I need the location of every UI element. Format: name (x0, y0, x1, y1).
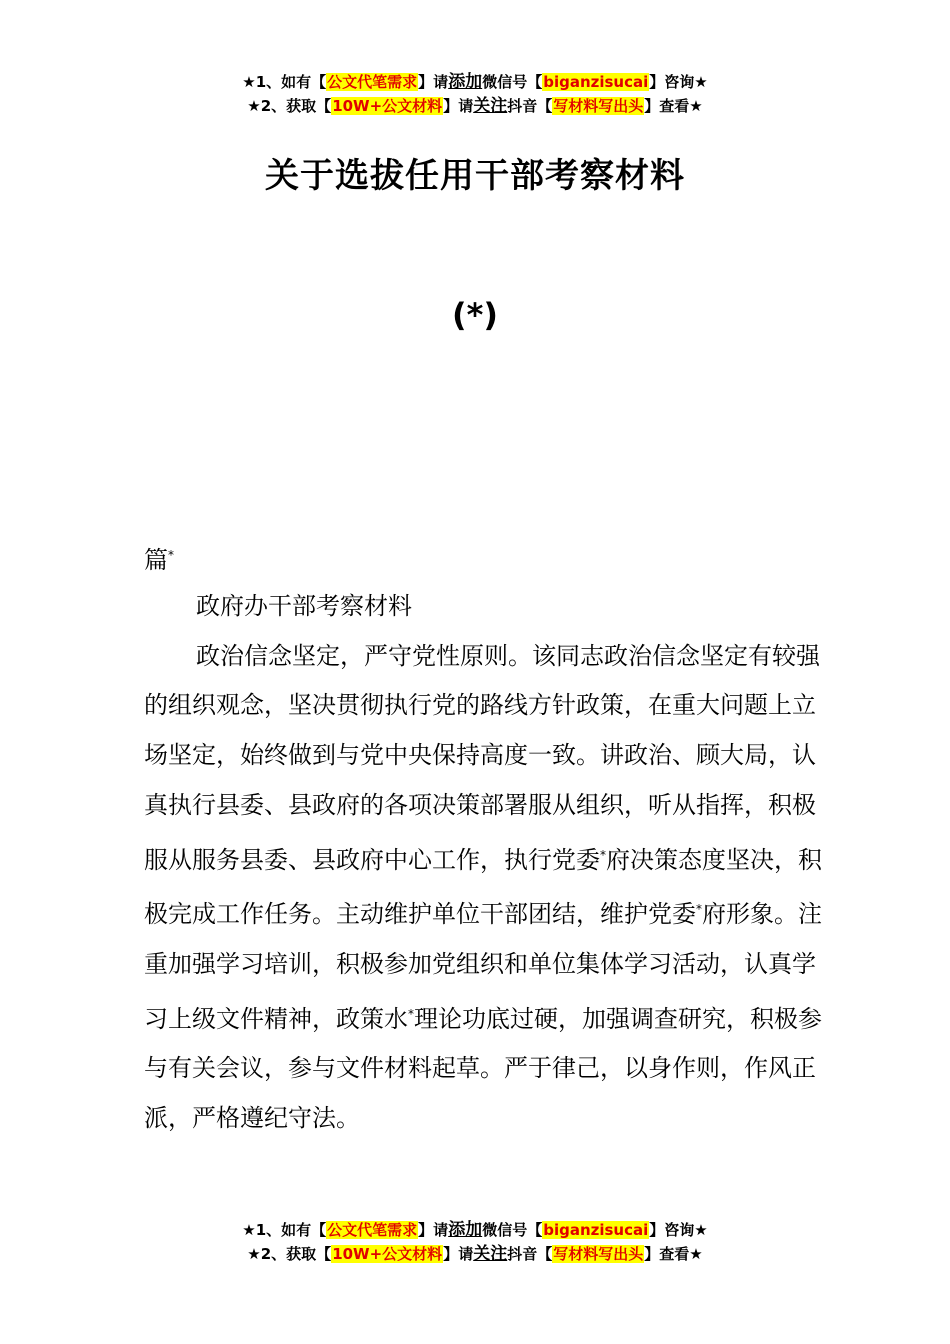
banner-text: 抖音【 (507, 1245, 553, 1263)
banner-text: 抖音【 (507, 97, 553, 115)
banner-emphasis: 添加 (448, 72, 483, 92)
banner-text: ★1、如有【 (242, 1221, 327, 1239)
banner-emphasis: 添加 (448, 1220, 483, 1240)
banner-highlight: 10W+公文材料 (332, 97, 443, 115)
banner-text: 微信号【 (482, 73, 543, 91)
paragraph-star: * (696, 902, 702, 917)
section-label-star: * (168, 548, 174, 562)
document-body (144, 582, 824, 1144)
subheading: 政府办干部考察材料 (196, 592, 412, 620)
banner-text: 】请 (418, 73, 449, 91)
banner-emphasis: 关注 (473, 96, 508, 116)
banner-text: ★1、如有【 (242, 73, 327, 91)
banner-text: 】咨询★ (649, 73, 708, 91)
body-paragraph (144, 632, 824, 1144)
banner-line-1 (0, 1218, 950, 1242)
banner-highlight: 公文代笔需求 (327, 73, 418, 91)
paragraph-star: * (600, 847, 606, 862)
paragraph-text: 理论功底过硬，加强调查研究，积极参与有关会议，参与文件材料起草。严于律己，以身作则，作风正派，严格遵纪守法。 (144, 1004, 822, 1133)
banner-text: ★2、获取【 (247, 1245, 332, 1263)
paragraph-text: 政治信念坚定，严守党性原则。该同志政治信念坚定有较强的组织观念，坚决贯彻执行党的路线方针政策，在重大问题上立场坚定，始终做到与党中央保持高度一致。讲政治、顾大局，认真执行县委、县政府的各项决策部署服从组织，听从指挥，积极服从服务县委、县政府中心工作，执行党委 (144, 641, 820, 874)
document-marker: (*) (452, 296, 498, 334)
banner-text: 】请 (418, 1221, 449, 1239)
banner-text: 】咨询★ (649, 1221, 708, 1239)
banner-text: 】查看★ (644, 1245, 703, 1263)
banner-line-2 (0, 1242, 950, 1266)
banner-text: 】请 (443, 1245, 474, 1263)
banner-text: 】查看★ (644, 97, 703, 115)
paragraph-text: 府形象。注重加强学习培训，积极参加党组织和单位集体学习活动，认真学习上级文件精神，政策水 (144, 900, 822, 1033)
douyin-id-highlight: 写材料写出头 (553, 1245, 644, 1263)
section-label (144, 540, 174, 575)
document-title: 关于选拔任用干部考察材料 (265, 156, 685, 196)
banner-line-1 (0, 70, 950, 94)
wechat-id-highlight: biganzisucai (543, 1221, 649, 1239)
section-label-text: 篇 (144, 546, 168, 574)
paragraph-star: * (408, 1006, 414, 1021)
banner-highlight: 公文代笔需求 (327, 1221, 418, 1239)
banner-highlight: 10W+公文材料 (332, 1245, 443, 1263)
paragraph-text: 府决策态度坚决，积极完成工作任务。主动维护单位干部团结，维护党委 (144, 845, 822, 929)
banner-text: ★2、获取【 (247, 97, 332, 115)
wechat-id-highlight: biganzisucai (543, 73, 649, 91)
banner-emphasis: 关注 (473, 1244, 508, 1264)
top-banner (0, 70, 950, 118)
douyin-id-highlight: 写材料写出头 (553, 97, 644, 115)
banner-line-2 (0, 94, 950, 118)
banner-text: 微信号【 (482, 1221, 543, 1239)
banner-text: 】请 (443, 97, 474, 115)
bottom-banner (0, 1218, 950, 1266)
